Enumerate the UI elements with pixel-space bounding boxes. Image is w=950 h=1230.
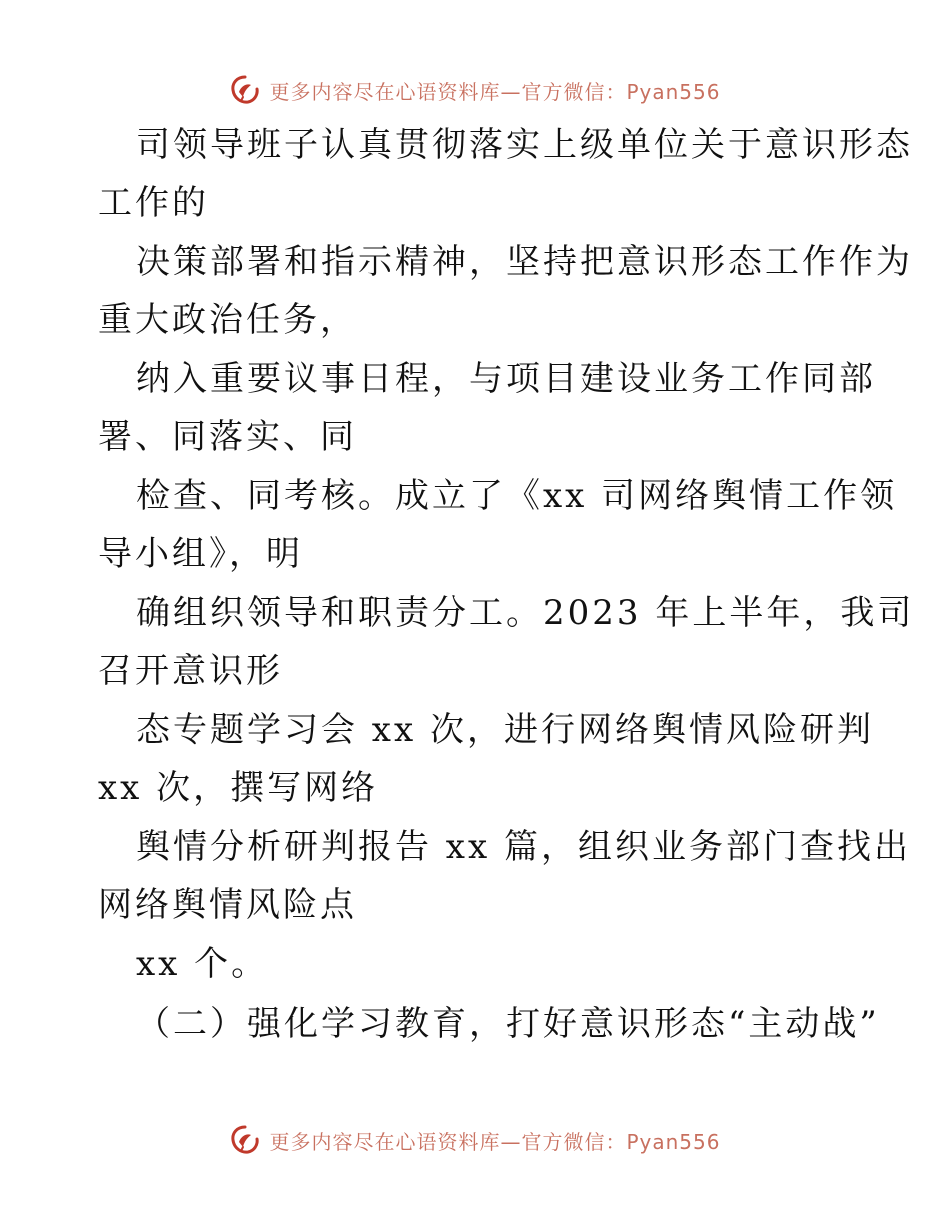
red-pen-swirl-icon: [229, 74, 261, 106]
watermark-text: 更多内容尽在心语资料库—官方微信：Pyan556: [269, 79, 721, 104]
body-line-11: 态专题学习会 xx 次，进行网络舆情风险研判: [136, 710, 874, 750]
body-line-15: xx 个。: [136, 944, 269, 984]
header-watermark: [0, 70, 950, 110]
body-line-14: 网络舆情风险点: [98, 885, 357, 925]
body-line-12: xx 次，撰写网络: [98, 768, 379, 808]
body-line-7: 检查、同考核。成立了《xx 司网络舆情工作领: [136, 476, 898, 516]
watermark-text: 更多内容尽在心语资料库—官方微信：Pyan556: [269, 1129, 721, 1154]
body-line-8: 导小组》，明: [98, 534, 303, 574]
section-heading: （二）强化学习教育，打好意识形态“主动战”: [136, 1004, 880, 1044]
body-line-6: 署、同落实、同: [98, 417, 357, 457]
body-line-4: 重大政治任务，: [98, 300, 357, 340]
footer-watermark: [0, 1120, 950, 1160]
body-line-9: 确组织领导和职责分工。2023 年上半年，我司: [136, 593, 915, 633]
red-pen-swirl-icon: [229, 1124, 261, 1156]
body-line-2: 工作的: [98, 183, 209, 223]
body-line-5: 纳入重要议事日程，与项目建设业务工作同部: [136, 359, 876, 399]
body-line-13: 舆情分析研判报告 xx 篇，组织业务部门查找出: [136, 827, 911, 867]
body-line-10: 召开意识形: [98, 651, 283, 691]
body-line-1: 司领导班子认真贯彻落实上级单位关于意识形态: [136, 125, 913, 165]
body-line-3: 决策部署和指示精神，坚持把意识形态工作作为: [136, 242, 913, 282]
